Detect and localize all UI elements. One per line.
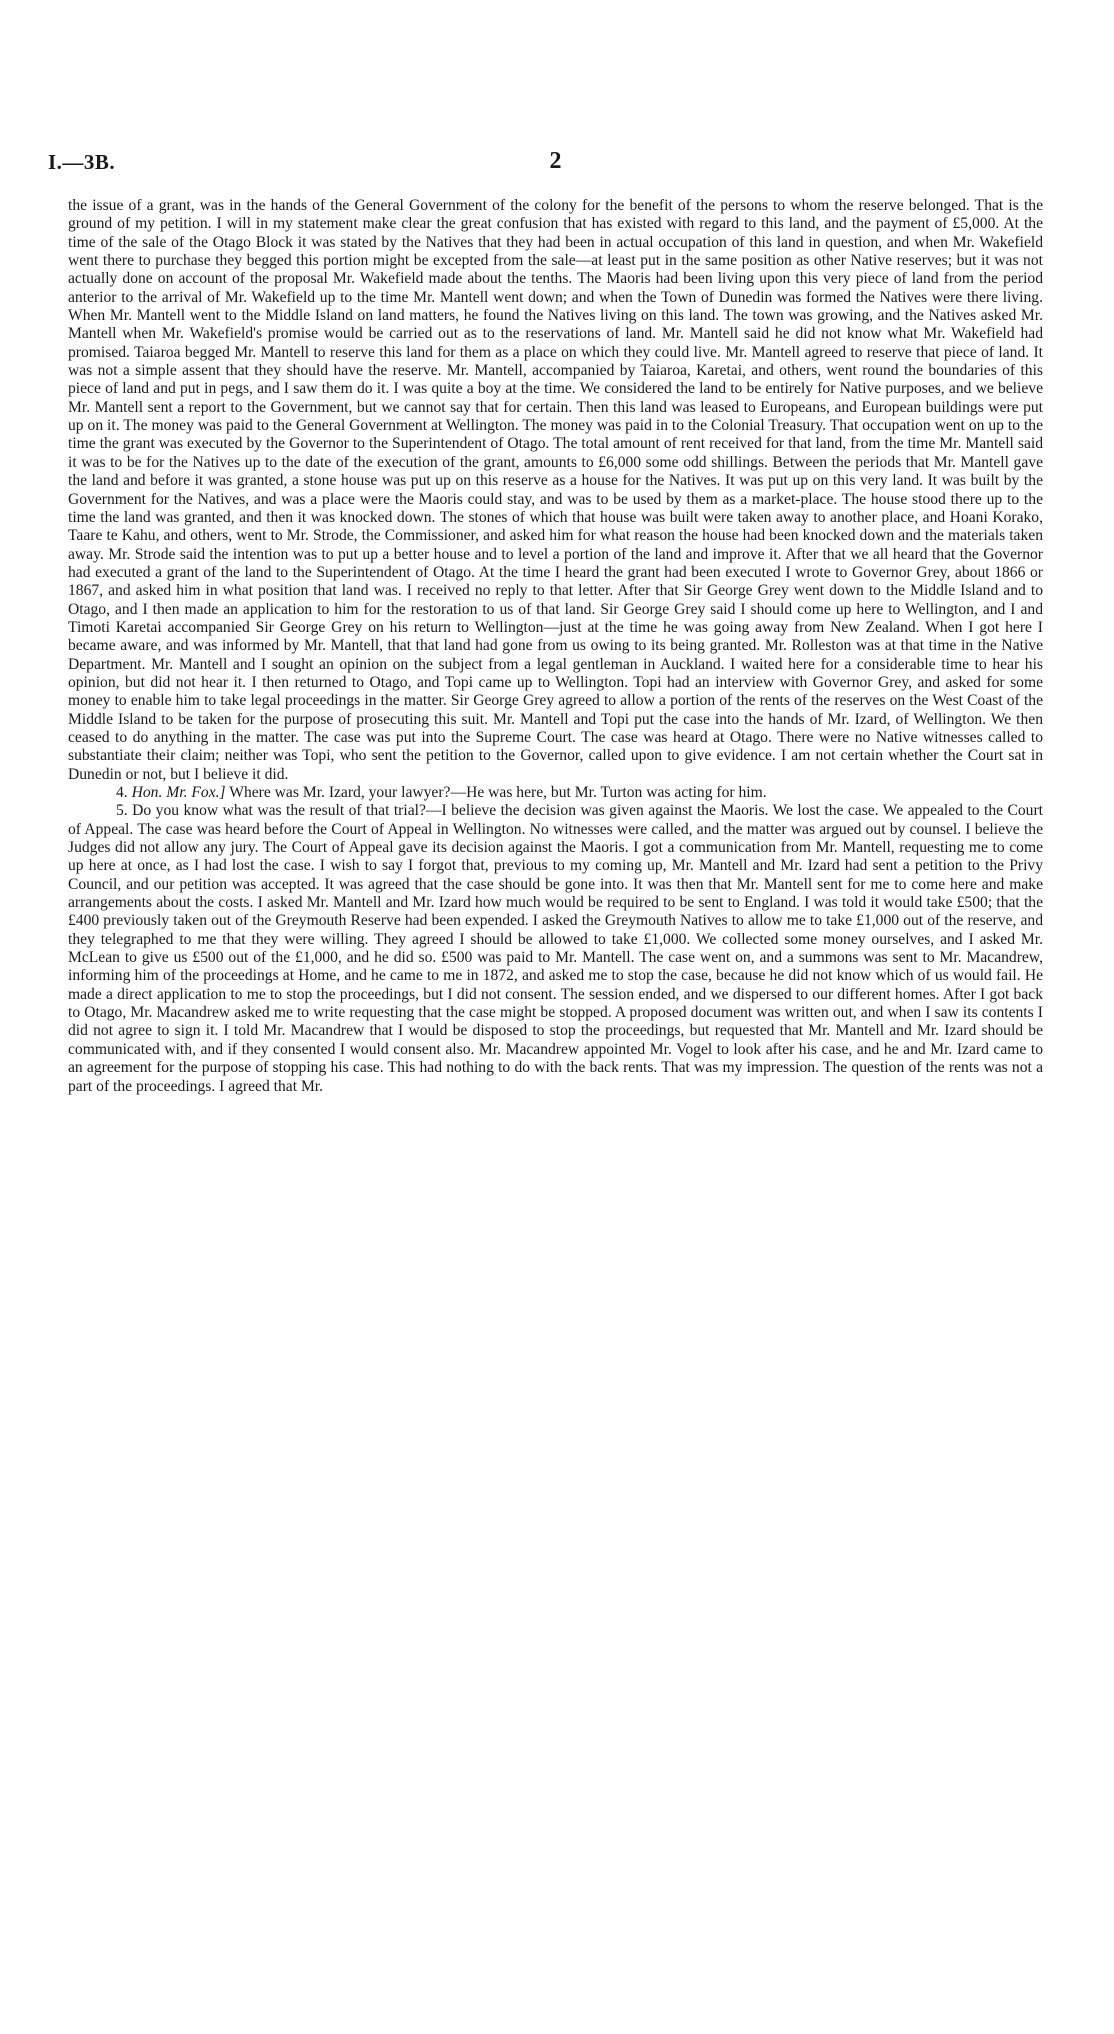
questioner-name: Hon. Mr. Fox.] — [131, 784, 226, 801]
question-number: 4. — [116, 784, 128, 801]
page-number: 2 — [549, 148, 562, 174]
paragraph-text: the issue of a grant, was in the hands of the General Government of the colony for the benefit of the persons to whom the reserve belonged. That is the ground of my petition. I will in my statement make clear the great confusion that has existed with regard to this land, and the payment of £5,000. At the time of the sale of the Otago Block it was stated by the Natives that they had been in actual occupation of this land in question, and when Mr. Wakefield went there to purchase they begged this portion might be excepted from the sale—at least put in the same position as other Native reserves; but it was not actually done on account of the proposal Mr. Wakefield made about the tenths. The Maoris had been living upon this very piece of land from the period anterior to the arrival of Mr. Wakefield up to the time Mr. Mantell went down; and when the Town of Dunedin was formed the Natives were there living. When Mr. Mantell went to the Middle Island on land matters, he found the Natives living on this land. The town was growing, and the Natives asked Mr. Mantell when Mr. Wakefield's promise would be carried out as to the reservations of land. Mr. Mantell said he did not know what Mr. Wakefield had promised. Taiaroa begged Mr. Mantell to reserve this land for them as a place on which they could live. Mr. Mantell agreed to reserve that piece of land. It was not a simple assent that they should have the reserve. Mr. Mantell, accompanied by Taiaroa, Karetai, and others, went round the boundaries of this piece of land and put in pegs, and I saw them do it. I was quite a boy at the time. We considered the land to be entirely for Native purposes, and we believe Mr. Mantell sent a report to the Government, but we cannot say that for certain. Then this land was leased to Europeans, and European buildings were put up on it. The money was paid to the General Government at Wellington. The money was paid in to the Colonial Treasury. That occupation went on up to the time the grant was executed by the Governor to the Superintendent of Otago. The total amount of rent received for that land, from the time Mr. Mantell said it was to be for the Natives up to the date of the execution of the grant, amounts to £6,000 some odd shillings. Between the periods that Mr. Mantell gave the land and before it was granted, a stone house was put up on this reserve as a house for the Natives. It was put up on this very land. It was built by the Government for the Natives, and was a place were the Maoris could stay, and was to be used by them as a market-place. The house stood there up to the time the land was granted, and then it was knocked down. The stones of which that house was built were taken away to another place, and Hoani Korako, Taare te Kahu, and others, went to Mr. Strode, the Commissioner, and asked him for what reason the house had been knocked down and the materials taken away. Mr. Strode said the intention was to put up a better house and to level a portion of the land and improve it. After that we all heard that the Governor had executed a grant of the land to the Superintendent of Otago. At the time I heard the grant had been executed I wrote to Governor Grey, about 1866 or 1867, and asked him in what position that land was. I received no reply to that letter. After that Sir George Grey went down to the Middle Island and to Otago, and I then made an application to him for the restoration to us of that land. Sir George Grey said I should come up here to Wellington, and I and Timoti Karetai accompanied Sir George Grey on his return to Wellington—just at the time he was going away from New Zealand. When I got here I became aware, and was informed by Mr. Mantell, that that land had gone from us owing to its being granted. Mr. Rolleston was at that time in the Native Department. Mr. Mantell and I sought an opinion on the subject from a legal gentleman in Auckland. I waited here for a considerable time to hear his opinion, but did not hear it. I then returned to Otago, and Topi came up to Wellington. Topi had an interview with Governor Grey, and asked for some money to enable him to take legal proceedings in the matter. Sir George Grey agreed to allow a portion of the rents of the reserves on the West Coast of the Middle Island to be taken for the purpose of prosecuting this suit. Mr. Mantell and Topi put the case into the hands of Mr. Izard, of Wellington. We then ceased to do anything in the matter. The case was put into the Supreme Court. The case was heard at Otago. There were no Native witnesses called to substantiate their claim; neither was Topi, who sent the petition to the Governor, called upon to give evidence. I am not certain whether the Court sat in Dunedin or not, but I believe it did. — [68, 197, 1043, 783]
question-number: 5. — [116, 802, 128, 820]
paragraph-text: Do you know what was the result of that trial?—I believe the decision was given against the Maoris. We lost the case. We appealed to the Court of Appeal. The case was heard before the Court of Appeal in Wellington. No witnesses were called, and the matter was argued out by counsel. I believe the Judges did not allow any jury. The Court of Appeal gave its decision against the Maoris. I got a communication from Mr. Mantell, requesting me to come up here at once, as I had lost the case. I wish to say I forgot that, previous to my coming up, Mr. Mantell and Mr. Izard had sent a petition to the Privy Council, and our petition was accepted. It was agreed that the case should be gone into. It was then that Mr. Mantell sent for me to come here and make arrangements about the costs. I asked Mr. Mantell and Mr. Izard how much would be required to be sent to England. I was told it would take £500; that the £400 previously taken out of the Greymouth Reserve had been expended. I asked the Greymouth Natives to allow me to take £1,000 out of the reserve, and they telegraphed to me that they were willing. They agreed I should be allowed to take £1,000. We collected some money ourselves, and I asked Mr. McLean to give us £500 out of the £1,000, and he did so. £500 was paid to Mr. Mantell. The case went on, and a summons was sent to Mr. Macandrew, informing him of the proceedings at Home, and he came to me in 1872, and asked me to stop the case, because he did not know which of us would fail. He made a direct application to me to stop the proceedings, but I did not consent. The session ended, and we dispersed to our different homes. After I got back to Otago, Mr. Macandrew asked me to write requesting that the case might be stopped. A proposed document was written out, and when I saw its contents I did not agree to sign it. I told Mr. Macandrew that I would be disposed to stop the proceedings, but requested that Mr. Mantell and Mr. Izard should be communicated with, and if they consented I would consent also. Mr. Macandrew appointed Mr. Vogel to look after his case, and he and Mr. Izard came to an agreement for the purpose of stopping his case. This had nothing to do with the back rents. That was my impression. The question of the rents was not a part of the proceedings. I agreed that Mr. — [68, 802, 1044, 1095]
paragraph-text: Where was Mr. Izard, your lawyer?—He was here, but Mr. Turton was acting for him. — [225, 784, 767, 801]
question-4-paragraph — [68, 784, 1043, 802]
question-5-paragraph — [68, 802, 1043, 1096]
paper-reference: I.—3B. — [48, 150, 116, 174]
continued-paragraph — [68, 197, 1043, 784]
evidence-text — [68, 197, 1043, 1096]
page-header — [48, 150, 1063, 180]
